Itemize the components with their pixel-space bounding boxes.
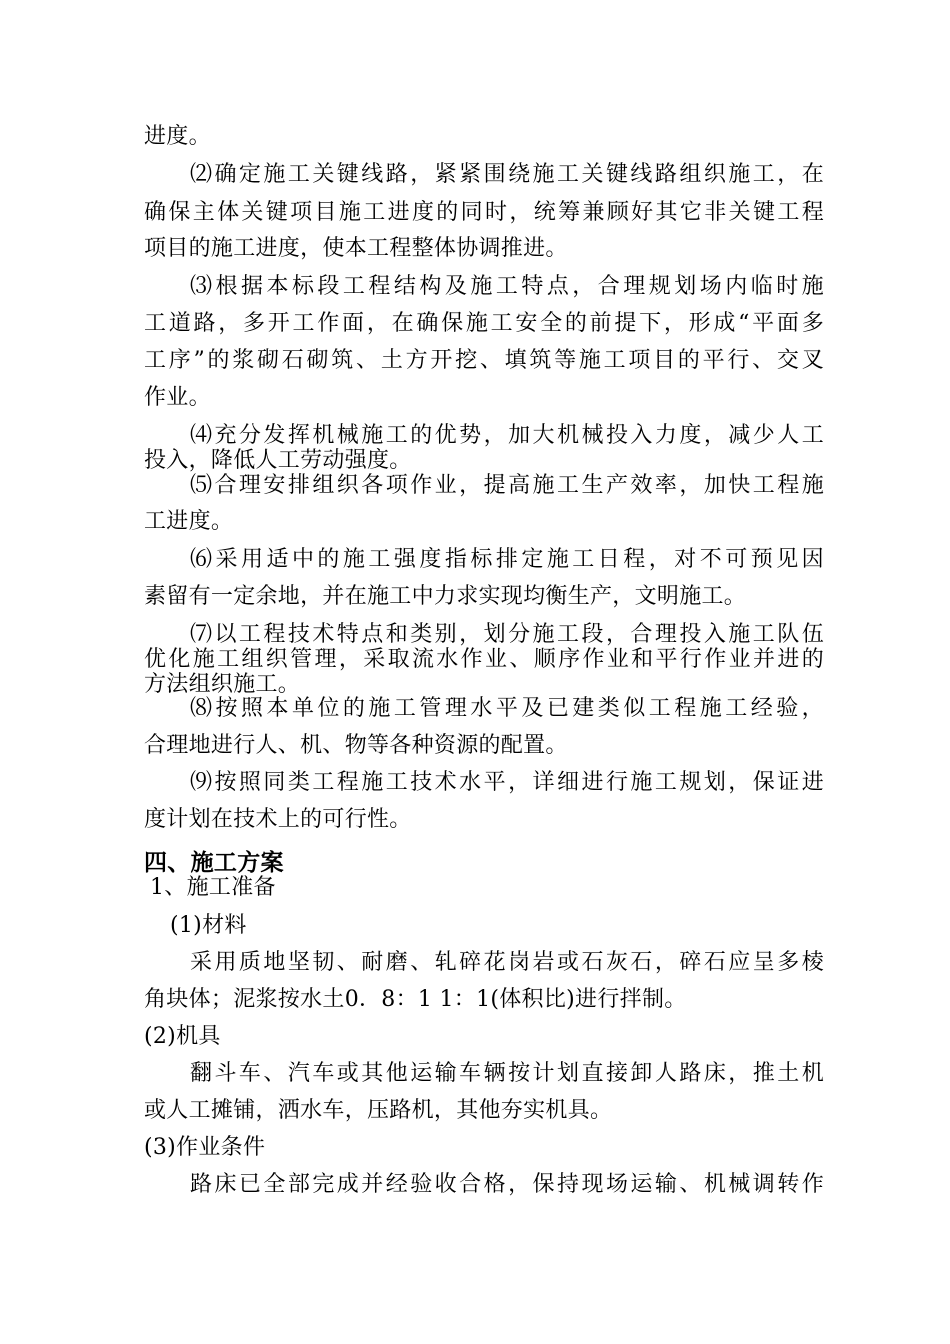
text-line: 度计划在技术上的可行性。 — [144, 807, 412, 832]
subsection-heading: 1、施工准备 — [150, 875, 276, 900]
text-line: ⑶根据本标段工程结构及施工特点，合理规划场内临时施 — [190, 274, 824, 299]
text-line: 工进度。 — [144, 509, 234, 534]
text-line: 采用质地坚韧、耐磨、轧碎花岗岩或石灰石，碎石应呈多棱 — [190, 950, 824, 975]
text-line: 翻斗车、汽车或其他运输车辆按计划直接卸人路床，推土机 — [190, 1061, 824, 1086]
text-line: 路床已全部完成并经验收合格，保持现场运输、机械调转作 — [190, 1172, 824, 1197]
text-line: 进度。 — [144, 124, 211, 149]
text-line: 或人工摊铺，洒水车，压路机，其他夯实机具。 — [144, 1098, 613, 1123]
text-line: 作业。 — [144, 385, 211, 410]
text-line: 优化施工组织管理，采取流水作业、顺序作业和平行作业并进的 — [144, 647, 824, 672]
text-line: ⑹采用适中的施工强度指标排定施工日程，对不可预见因 — [190, 547, 824, 572]
text-line: 确保主体关键项目施工进度的同时，统筹兼顾好其它非关键工程 — [144, 200, 824, 225]
text-line: 项目的施工进度，使本工程整体协调推进。 — [144, 236, 568, 261]
section-heading: 四、施工方案 — [144, 849, 284, 876]
text-line: ⑻按照本单位的施工管理水平及已建类似工程施工经验， — [190, 696, 824, 721]
item-heading: (1)材料 — [170, 913, 247, 938]
text-line: ⑸合理安排组织各项作业，提高施工生产效率，加快工程施 — [190, 473, 824, 498]
item-heading: (2)机具 — [144, 1024, 221, 1049]
text-line: 工道路，多开工作面，在确保施工安全的前提下，形成“平面多 — [144, 311, 824, 336]
text-line: 方法组织施工。 — [144, 672, 301, 697]
text-line: ⑼按照同类工程施工技术水平，详细进行施工规划，保证进 — [190, 770, 824, 795]
text-line: 角块体；泥浆按水土0．8：1 1：1(体积比)进行拌制。 — [144, 987, 687, 1012]
text-line: ⑷充分发挥机械施工的优势，加大机械投入力度，减少人工 — [190, 423, 824, 448]
text-line: 素留有一定余地，并在施工中力求实现均衡生产，文明施工。 — [144, 584, 747, 609]
text-line: 投入，降低人工劳动强度。 — [144, 448, 412, 473]
text-line: ⑺以工程技术特点和类别，划分施工段，合理投入施工队伍 — [190, 622, 824, 647]
text-line: ⑵确定施工关键线路，紧紧围绕施工关键线路组织施工，在 — [190, 162, 824, 187]
item-heading: (3)作业条件 — [144, 1135, 266, 1160]
text-line: 合理地进行人、机、物等各种资源的配置。 — [144, 733, 568, 758]
text-line: 工序”的浆砌石砌筑、土方开挖、填筑等施工项目的平行、交叉 — [144, 348, 824, 373]
